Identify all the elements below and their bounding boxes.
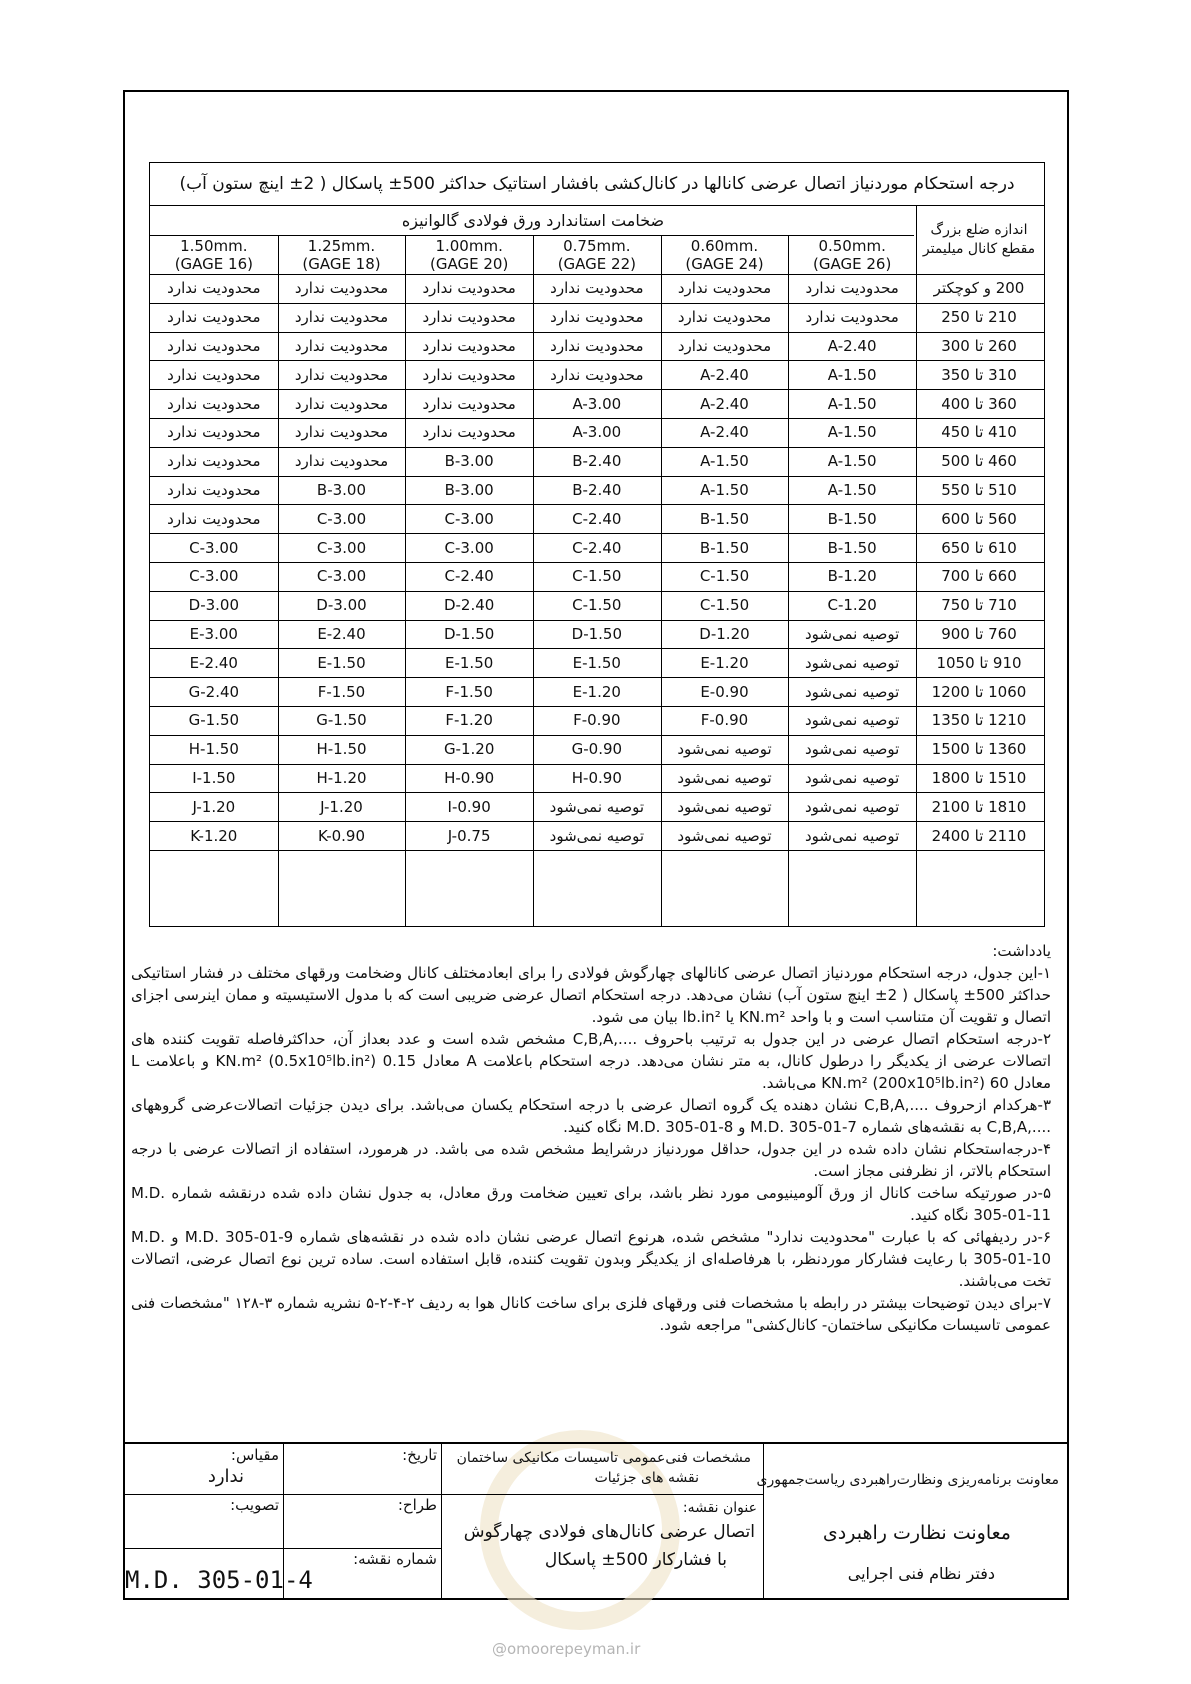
table-cell: G-1.50 xyxy=(188,711,240,730)
gauge-number: (GAGE 22) xyxy=(557,254,636,273)
table-cell: محدودیت ندارد xyxy=(422,279,516,298)
table-cell: H-1.20 xyxy=(316,768,367,787)
table-cell: C-1.50 xyxy=(572,596,622,615)
size-range-cell: 410 تا 450 xyxy=(941,423,1017,442)
size-range-cell: 1060 تا 1200 xyxy=(931,682,1027,701)
table-cell: محدودیت ندارد xyxy=(167,394,261,413)
table-cell: محدودیت ندارد xyxy=(677,279,772,298)
table-cell: محدودیت ندارد xyxy=(167,279,261,298)
table-cell: C-3.00 xyxy=(189,538,239,557)
size-range-cell: 610 تا 650 xyxy=(941,538,1017,557)
gauge-mm: 0.50mm. xyxy=(818,236,886,255)
table-cell xyxy=(788,850,916,879)
note-2: ۲-درجه استحکام اتصال عرضی در این جدول به ترتیب باحروف ....,C,B,A مشخص شده است و عدد بعداز آن، حداکثرفاصله تقویت کننده های اتصالات عرضی از یکدیگر را درطول کانال، به متر نشان می‌دهد. درجه استحکام باعلامت A معادل 0.15 KN.m² (0.5x10⁵lb.in²) و باعلامت L معادل 60 KN.m² (200x10⁵lb.in²) می‌باشد. xyxy=(131,1030,1051,1092)
table-cell: توصیه نمی‌شود xyxy=(804,653,900,672)
size-range-cell: 210 تا 250 xyxy=(941,308,1017,327)
table-cell: C-3.00 xyxy=(189,567,239,586)
table-cell: G-2.40 xyxy=(188,682,240,701)
table-cell: C-1.50 xyxy=(699,567,750,586)
table-cell: محدودیت ندارد xyxy=(167,480,261,499)
table-cell: B-1.50 xyxy=(699,509,750,528)
gauge-number: (GAGE 20) xyxy=(430,254,509,273)
table-cell: C-2.40 xyxy=(572,538,622,557)
table-cell: E-1.20 xyxy=(572,682,621,701)
table-cell: G-1.50 xyxy=(316,711,367,730)
table-cell: محدودیت ندارد xyxy=(294,365,389,384)
table-cell: A-2.40 xyxy=(700,423,749,442)
size-range-cell: 260 تا 300 xyxy=(941,336,1017,355)
table-cell: D-2.40 xyxy=(443,596,495,615)
gauge-number: (GAGE 24) xyxy=(685,254,764,273)
scale-label: مقیاس: xyxy=(230,1446,279,1464)
table-cell: E-2.40 xyxy=(317,624,366,643)
table-cell: A-3.00 xyxy=(572,423,622,442)
size-range-cell: 310 تا 350 xyxy=(941,365,1017,384)
table-cell: K-1.20 xyxy=(190,826,238,845)
table-cell: محدودیت ندارد xyxy=(550,279,644,298)
drawing-title-line1: اتصال عرضی کانال‌های فولادی چهارگوش xyxy=(463,1522,755,1542)
table-cell: B-2.40 xyxy=(572,452,622,471)
table-cell: C-3.00 xyxy=(444,509,494,528)
spec-title: مشخصات فنی‌عمومی تاسیسات مکانیکی ساختمان xyxy=(456,1450,751,1466)
table-cell: E-3.00 xyxy=(189,624,238,643)
gauge-header xyxy=(278,235,406,274)
gauge-mm: 1.00mm. xyxy=(435,236,503,255)
table-cell xyxy=(533,850,661,879)
table-cell: A-1.50 xyxy=(827,423,877,442)
table-cell: محدودیت ندارد xyxy=(294,394,389,413)
gauge-mm: 1.50mm. xyxy=(180,236,248,255)
table-cell: C-3.00 xyxy=(316,538,367,557)
table-cell: محدودیت ندارد xyxy=(422,423,516,442)
table-cell: محدودیت ندارد xyxy=(550,336,644,355)
table-cell: محدودیت ندارد xyxy=(422,365,516,384)
size-range-cell: 710 تا 750 xyxy=(941,596,1017,615)
size-range-cell: 2110 تا 2400 xyxy=(931,826,1027,845)
table-cell: D-1.50 xyxy=(443,624,495,643)
table-cell: F-0.90 xyxy=(700,711,749,730)
table-cell: D-3.00 xyxy=(316,596,367,615)
table-cell: محدودیت ندارد xyxy=(167,509,261,528)
table-cell: A-3.00 xyxy=(572,394,622,413)
table-cell: E-2.40 xyxy=(189,653,238,672)
table-cell: J-0.75 xyxy=(447,826,491,845)
gauge-header xyxy=(150,235,278,274)
table-cell: B-3.00 xyxy=(316,480,367,499)
table-cell: D-1.20 xyxy=(699,624,750,643)
column-rule xyxy=(661,235,662,926)
size-range-cell: 560 تا 600 xyxy=(941,509,1017,528)
scale-value: ندارد xyxy=(207,1466,244,1487)
table-cell: F-1.50 xyxy=(317,682,366,701)
table-cell: D-3.00 xyxy=(188,596,240,615)
table-cell: C-2.40 xyxy=(444,567,494,586)
note-4: ۴-درجه‌استحکام نشان داده شده در این جدول، حداقل موردنیاز درشرایط مشخص شده می باشد. در هرمورد، استفاده از اتصالات عرضی با درجه استحکام بالاتر، از نظرفنی مجاز است. xyxy=(131,1140,1051,1180)
table-cell: A-2.40 xyxy=(700,365,749,384)
table-cell: محدودیت ندارد xyxy=(167,452,261,471)
size-range-cell: 1210 تا 1350 xyxy=(931,711,1027,730)
table-cell: E-1.20 xyxy=(700,653,749,672)
column-rule xyxy=(405,235,406,926)
spec-subtitle: نقشه های جزئیات xyxy=(594,1470,699,1486)
strength-table xyxy=(149,162,1045,927)
table-cell: محدودیت ندارد xyxy=(422,308,516,327)
table-cell: محدودیت ندارد xyxy=(805,308,899,327)
table-cell: توصیه نمی‌شود xyxy=(804,826,900,845)
table-cell: H-0.90 xyxy=(444,768,495,787)
table-title: درجه استحکام موردنیاز اتصال عرضی کانالها در کانال‌کشی بافشار استاتیک حداکثر 500± پاسکال ( 2± اینچ ستون آب) xyxy=(150,163,1044,206)
table-cell: توصیه نمی‌شود xyxy=(677,740,772,759)
table-cell: B-1.50 xyxy=(827,509,877,528)
gauge-header xyxy=(533,235,661,274)
table-cell: K-0.90 xyxy=(317,826,366,845)
table-cell: A-1.50 xyxy=(827,394,877,413)
table-cell: توصیه نمی‌شود xyxy=(549,797,644,816)
size-range-cell: 460 تا 500 xyxy=(941,452,1017,471)
table-cell: E-1.50 xyxy=(572,653,621,672)
drawing-no-label: شماره نقشه: xyxy=(353,1550,437,1568)
org-office: دفتر نظام فنی اجرایی xyxy=(847,1564,995,1583)
column-rule xyxy=(533,235,534,926)
note-6: ۶-در ردیفهائی که با عبارت "محدودیت ندارد" مشخص شده، هرنوع اتصال عرضی نشان داده شده در نقشه‌های شماره M.D. 305-01-9 و M.D. 305-01-10 با رعایت فشارکار موردنظر، با هرفاصله‌ای از یکدیگر وبدون تقویت کننده، قابل استفاده است. ساده ترین نوع اتصال عرضی، اتصالات تخت می‌باشند. xyxy=(131,1228,1051,1290)
drawing-title-line2: با فشارکار 500± پاسکال xyxy=(544,1550,727,1570)
table-cell: C-3.00 xyxy=(316,509,367,528)
table-cell: H-1.50 xyxy=(316,740,367,759)
table-cell: G-1.20 xyxy=(443,740,495,759)
table-cell: محدودیت ندارد xyxy=(167,365,261,384)
gauge-mm: 0.60mm. xyxy=(690,236,759,255)
table-cell: B-1.50 xyxy=(699,538,750,557)
table-cell xyxy=(278,850,406,879)
table-cell xyxy=(405,850,533,879)
size-range-cell xyxy=(914,850,1044,879)
table-cell: J-1.20 xyxy=(320,797,363,816)
table-cell: محدودیت ندارد xyxy=(294,452,389,471)
table-cell: I-0.90 xyxy=(447,797,491,816)
table-cell: توصیه نمی‌شود xyxy=(804,682,900,701)
table-cell: محدودیت ندارد xyxy=(550,365,644,384)
table-cell: A-2.40 xyxy=(700,394,749,413)
table-cell: B-3.00 xyxy=(444,452,494,471)
table-cell xyxy=(661,850,789,879)
table-cell: E-1.50 xyxy=(317,653,366,672)
table-cell: J-1.20 xyxy=(192,797,236,816)
table-cell: توصیه نمی‌شود xyxy=(804,711,900,730)
table-cell: C-3.00 xyxy=(444,538,494,557)
size-range-cell: 910 تا 1050 xyxy=(936,653,1022,672)
table-cell: محدودیت ندارد xyxy=(167,308,261,327)
size-range-cell: 1510 تا 1800 xyxy=(931,768,1027,787)
title-block xyxy=(123,1442,1069,1600)
table-cell: A-2.40 xyxy=(827,336,877,355)
table-cell: توصیه نمی‌شود xyxy=(677,797,772,816)
table-cell: B-3.00 xyxy=(444,480,494,499)
table-cell: توصیه نمی‌شود xyxy=(804,740,900,759)
table-cell: محدودیت ندارد xyxy=(805,279,899,298)
designer-label: طراح: xyxy=(397,1496,437,1514)
table-cell: توصیه نمی‌شود xyxy=(549,826,644,845)
size-range-cell: 1360 تا 1500 xyxy=(931,740,1027,759)
size-range-cell: 360 تا 400 xyxy=(941,394,1017,413)
site-watermark: @omoorepeyman.ir xyxy=(492,1640,641,1658)
date-label: تاریخ: xyxy=(402,1446,437,1464)
drawing-number: M.D. 305-01-4 xyxy=(125,1566,313,1594)
table-cell: توصیه نمی‌شود xyxy=(804,797,900,816)
table-cell: H-0.90 xyxy=(571,768,622,787)
note-7: ۷-برای دیدن توضیحات بیشتر در رابطه با مشخصات فنی ورقهای فلزی برای ساخت کانال هوا به ردیف ۲-۴-۲-۵ نشریه شماره ۳-۱۲۸ "مشخصات فنی عمومی تاسیسات مکانیکی ساختمان- کانال‌کشی" مراجعه شود. xyxy=(131,1294,1051,1334)
gauge-number: (GAGE 18) xyxy=(302,254,381,273)
table-cell: محدودیت ندارد xyxy=(167,423,261,442)
size-column-header: اندازه ضلع بزرگ مقطع کانال میلیمتر xyxy=(922,221,1036,257)
table-cell: C-1.50 xyxy=(572,567,622,586)
table-cell: F-0.90 xyxy=(573,711,621,730)
thickness-header: ضخامت استاندارد ورق فولادی گالوانیزه xyxy=(401,210,665,230)
gauge-header xyxy=(788,235,916,274)
table-cell: C-1.50 xyxy=(699,596,750,615)
table-cell: B-1.50 xyxy=(827,538,877,557)
table-cell: محدودیت ندارد xyxy=(422,336,516,355)
table-cell: توصیه نمی‌شود xyxy=(804,768,900,787)
table-cell: E-1.50 xyxy=(445,653,494,672)
drawing-title-label: عنوان نقشه: xyxy=(682,1500,757,1516)
approval-label: تصویب: xyxy=(230,1496,279,1514)
note-5: ۵-در صورتیکه ساخت کانال از ورق آلومینیومی مورد نظر باشد، برای تعیین ضخامت ورق معادل، به جدول نشان داده شده درنقشه شماره M.D. 305-01-11 نگاه کنید. xyxy=(131,1184,1051,1224)
column-rule xyxy=(788,235,789,926)
size-range-cell: 510 تا 550 xyxy=(941,480,1017,499)
table-cell: B-2.40 xyxy=(572,480,622,499)
table-cell: محدودیت ندارد xyxy=(167,336,261,355)
table-cell: A-1.50 xyxy=(827,452,877,471)
org-deputy: معاونت نظارت راهبردی xyxy=(822,1522,1011,1544)
size-range-cell: 200 و کوچکتر xyxy=(933,279,1025,298)
gauge-mm: 1.25mm. xyxy=(307,236,376,255)
notes-section xyxy=(131,940,1051,1336)
table-cell: H-1.50 xyxy=(188,740,239,759)
table-cell: A-1.50 xyxy=(700,452,749,471)
size-range-cell: 760 تا 900 xyxy=(941,624,1017,643)
size-range-cell: 660 تا 700 xyxy=(941,567,1017,586)
table-cell: A-1.50 xyxy=(827,480,877,499)
table-cell: C-2.40 xyxy=(572,509,622,528)
table-cell xyxy=(150,850,278,879)
table-cell: محدودیت ندارد xyxy=(294,336,389,355)
table-cell: توصیه نمی‌شود xyxy=(677,768,772,787)
column-rule xyxy=(278,235,279,926)
note-3: ۳-هرکدام ازحروف ....,C,B,A نشان دهنده یک گروه اتصال عرضی با درجه استحکام یکسان می‌باشد. برای دیدن جزئیات اتصالات‌عرضی گروههای ....,C,B,A به نقشه‌های شماره M.D. 305-01-7 و M.D. 305-01-8 نگاه کنید. xyxy=(131,1096,1051,1136)
gauge-header xyxy=(661,235,789,274)
table-cell: E-0.90 xyxy=(700,682,749,701)
table-cell: A-1.50 xyxy=(827,365,877,384)
size-range-cell: 1810 تا 2100 xyxy=(931,797,1027,816)
gauge-number: (GAGE 16) xyxy=(174,254,253,273)
notes-heading: یادداشت: xyxy=(992,942,1051,960)
column-rule xyxy=(916,205,917,926)
table-cell: محدودیت ندارد xyxy=(294,308,389,327)
table-cell: A-1.50 xyxy=(700,480,749,499)
table-cell: توصیه نمی‌شود xyxy=(804,624,900,643)
table-cell: D-1.50 xyxy=(571,624,623,643)
gauge-number: (GAGE 26) xyxy=(813,254,892,273)
table-cell: I-1.50 xyxy=(192,768,236,787)
table-cell: محدودیت ندارد xyxy=(677,336,772,355)
table-cell: توصیه نمی‌شود xyxy=(677,826,772,845)
table-cell: F-1.20 xyxy=(445,711,493,730)
table-cell: B-1.20 xyxy=(827,567,877,586)
org-presidency: معاونت برنامه‌ریزی ونظارت‌راهبردی ریاست‌جمهوری xyxy=(756,1472,1059,1488)
table-cell: محدودیت ندارد xyxy=(422,394,516,413)
table-cell: محدودیت ندارد xyxy=(677,308,772,327)
table-cell: محدودیت ندارد xyxy=(294,423,389,442)
table-cell: C-1.20 xyxy=(827,596,877,615)
table-cell: G-0.90 xyxy=(571,740,623,759)
table-cell: C-3.00 xyxy=(316,567,367,586)
table-cell: محدودیت ندارد xyxy=(294,279,389,298)
gauge-header xyxy=(405,235,533,274)
table-cell: محدودیت ندارد xyxy=(550,308,644,327)
table-cell: F-1.50 xyxy=(445,682,493,701)
gauge-mm: 0.75mm. xyxy=(563,236,631,255)
note-1: ۱-این جدول، درجه استحکام موردنیاز اتصال عرضی کانالهای چهارگوش فولادی را برای ابعادمختلف کانال وضخامت ورقهای مختلف در فشار استاتیکی حداکثر 500± پاسکال ( 2± اینچ ستون آب) نشان می‌دهد. درجه استحکام اتصال عرضی ضریبی است که با مدول الاستیسیته و ممان اینرسی اجزای اتصال و تقویت آن متناسب است و با واحد KN.m² یا lb.in² بیان می شود. xyxy=(131,964,1051,1026)
